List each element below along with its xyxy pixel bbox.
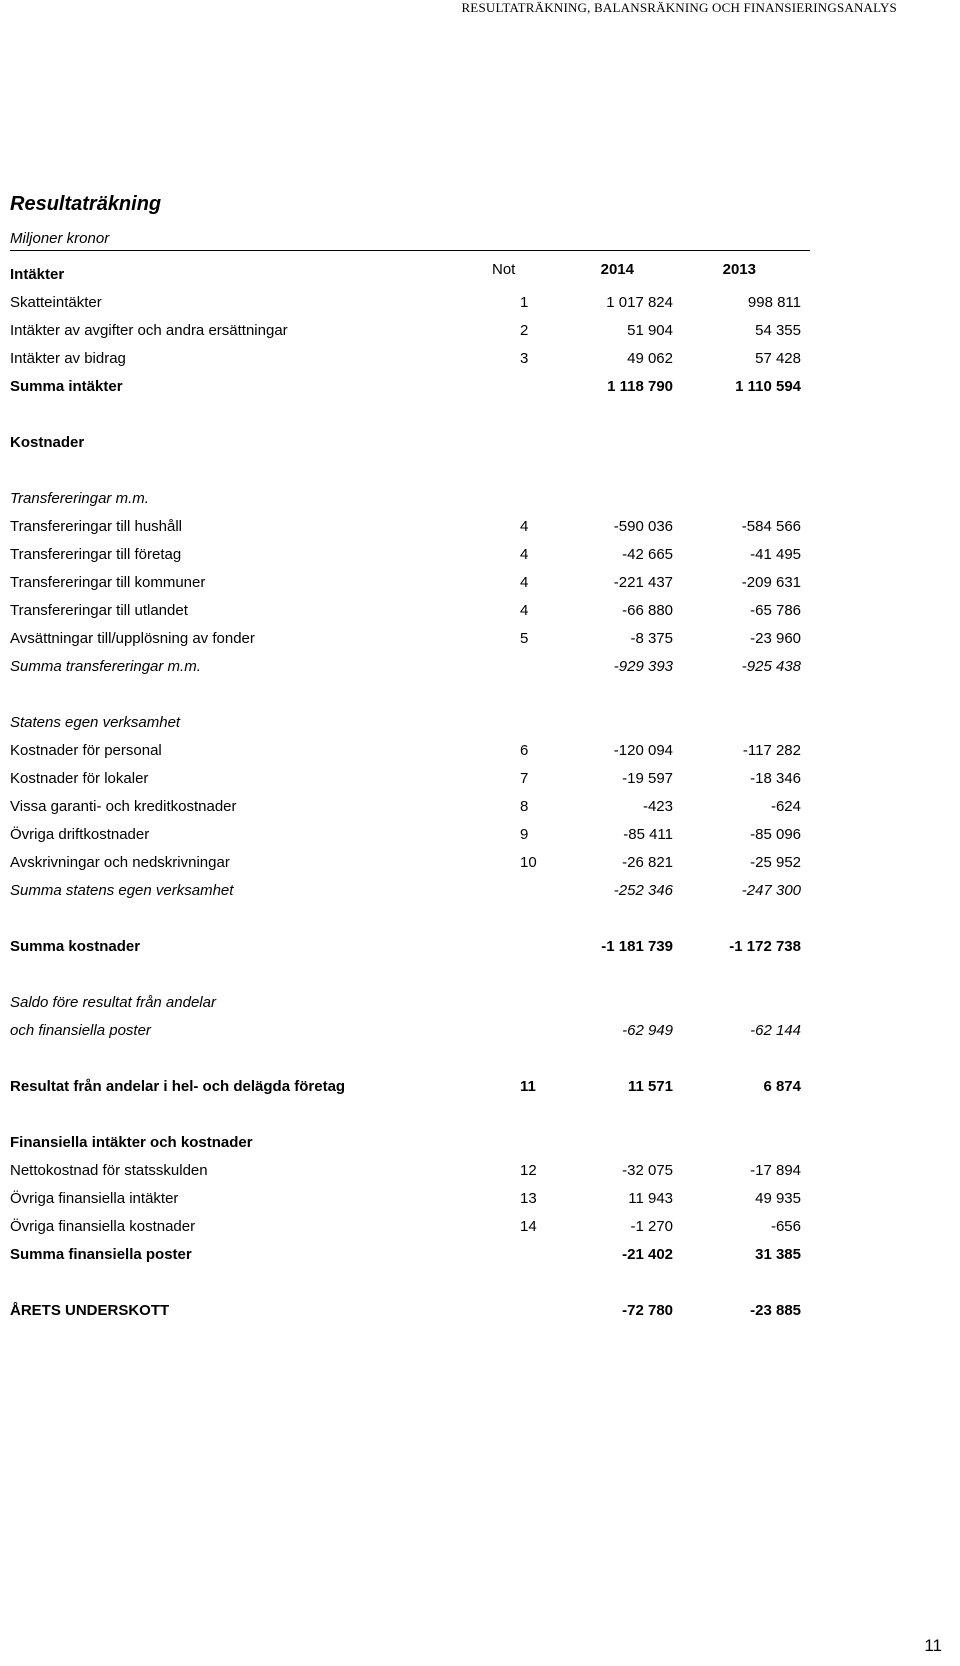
row-note: 7: [520, 770, 529, 787]
table-row: [0, 488, 960, 510]
table-row: [0, 1244, 960, 1266]
row-note: 4: [520, 602, 529, 619]
row-label: Kostnader för personal: [10, 742, 162, 759]
row-label: Övriga finansiella intäkter: [10, 1190, 179, 1207]
table-row: [0, 516, 960, 538]
row-value-2014: -72 780: [622, 1302, 673, 1319]
row-label: ÅRETS UNDERSKOTT: [10, 1302, 170, 1319]
page-title: Resultaträkning: [10, 193, 162, 215]
row-value-2013: -23 960: [750, 630, 801, 647]
table-row: [0, 292, 960, 314]
row-value-2014: -42 665: [622, 546, 673, 563]
row-label: Intäkter av bidrag: [10, 350, 126, 367]
row-label: Övriga driftkostnader: [10, 826, 150, 843]
row-value-2013: -584 566: [741, 518, 801, 535]
table-row: [0, 740, 960, 762]
row-label: Nettokostnad för statsskulden: [10, 1162, 208, 1179]
table-row: [0, 1076, 960, 1098]
row-value-2014: -252 346: [613, 882, 673, 899]
row-value-2014: 49 062: [627, 350, 673, 367]
table-row: [0, 544, 960, 566]
row-note: 2: [520, 322, 529, 339]
row-value-2014: 11 943: [628, 1190, 673, 1207]
row-value-2014: -221 437: [613, 574, 673, 591]
row-note: 9: [520, 826, 529, 843]
row-label: Saldo före resultat från andelar: [10, 994, 216, 1011]
row-value-2014: 11 571: [627, 1078, 673, 1095]
row-value-2014: -19 597: [622, 770, 673, 787]
row-value-2014: -8 375: [630, 630, 673, 647]
row-label: Avsättningar till/upplösning av fonder: [10, 630, 255, 647]
row-label: Summa finansiella poster: [10, 1246, 192, 1263]
row-label: Summa statens egen verksamhet: [10, 882, 234, 899]
row-note: 10: [520, 854, 537, 871]
row-value-2013: 57 428: [755, 350, 801, 367]
row-note: 4: [520, 518, 529, 535]
row-value-2013: 998 811: [747, 294, 801, 311]
row-label: Kostnader för lokaler: [10, 770, 149, 787]
row-note: 4: [520, 574, 529, 591]
row-value-2014: -423: [642, 798, 673, 815]
row-note: 4: [520, 546, 529, 563]
row-note: 1: [520, 294, 529, 311]
running-header: RESULTATRÄKNING, BALANSRÄKNING OCH FINANSIERINGSANALYS: [461, 0, 897, 15]
table-row: [0, 1160, 960, 1182]
row-value-2014: -66 880: [622, 602, 673, 619]
row-note: 12: [520, 1162, 537, 1179]
table-row: [0, 572, 960, 594]
row-label: Avskrivningar och nedskrivningar: [10, 854, 230, 871]
table-row: [0, 880, 960, 902]
row-value-2013: -117 282: [742, 742, 801, 759]
table-row: [0, 852, 960, 874]
table-row: [0, 824, 960, 846]
row-value-2013: -656: [770, 1218, 801, 1235]
row-label: Transfereringar till utlandet: [10, 602, 188, 619]
row-value-2013: -62 144: [750, 1022, 801, 1039]
row-label: Summa kostnader: [10, 938, 141, 955]
header-rule: [10, 250, 810, 251]
row-label: Transfereringar m.m.: [10, 490, 149, 507]
row-value-2014: -62 949: [622, 1022, 673, 1039]
row-value-2013: -41 495: [750, 546, 801, 563]
row-note: 11: [520, 1078, 536, 1095]
table-row: [0, 936, 960, 958]
row-note: 14: [520, 1218, 537, 1235]
row-value-2013: -925 438: [741, 658, 801, 675]
row-label: Intäkter: [10, 266, 65, 283]
row-value-2013: 1 110 594: [735, 378, 801, 395]
row-value-2013: -23 885: [750, 1302, 801, 1319]
row-label: Summa intäkter: [10, 378, 123, 395]
row-value-2013: -1 172 738: [729, 938, 801, 955]
row-label: Resultat från andelar i hel- och delägda företag: [10, 1078, 346, 1095]
row-value-2014: 1 118 790: [607, 378, 673, 395]
row-value-2013: 6 874: [763, 1078, 801, 1095]
table-row: [0, 768, 960, 790]
column-header-note: Not: [492, 261, 516, 278]
row-value-2014: -929 393: [613, 658, 673, 675]
row-value-2014: -21 402: [622, 1246, 673, 1263]
row-note: 5: [520, 630, 529, 647]
row-label: Statens egen verksamhet: [10, 714, 181, 731]
table-row: [0, 432, 960, 454]
row-label: Summa transfereringar m.m.: [10, 658, 201, 675]
row-value-2013: -65 786: [750, 602, 801, 619]
row-label: Transfereringar till kommuner: [10, 574, 206, 591]
row-value-2014: -85 411: [623, 826, 673, 843]
row-value-2013: 49 935: [755, 1190, 801, 1207]
page-subtitle: Miljoner kronor: [10, 230, 110, 247]
table-row: [0, 348, 960, 370]
table-row: [0, 1216, 960, 1238]
row-value-2013: 54 355: [755, 322, 801, 339]
row-value-2013: -209 631: [741, 574, 801, 591]
table-row: [0, 320, 960, 342]
row-value-2013: -85 096: [750, 826, 801, 843]
page-number: 11: [924, 1636, 942, 1655]
row-label: Kostnader: [10, 434, 85, 451]
row-label: Transfereringar till hushåll: [10, 518, 183, 535]
row-note: 13: [520, 1190, 537, 1207]
table-row: [0, 1020, 960, 1042]
table-row: [0, 1132, 960, 1154]
table-row: [0, 1188, 960, 1210]
row-value-2014: -26 821: [622, 854, 673, 871]
row-label: Transfereringar till företag: [10, 546, 182, 563]
row-note: 6: [520, 742, 529, 759]
row-value-2014: -590 036: [613, 518, 673, 535]
row-label: Övriga finansiella kostnader: [10, 1218, 196, 1235]
row-note: 8: [520, 798, 529, 815]
row-value-2014: -1 270: [630, 1218, 673, 1235]
row-value-2014: -32 075: [622, 1162, 673, 1179]
row-value-2013: -17 894: [750, 1162, 801, 1179]
row-label: och finansiella poster: [10, 1022, 151, 1039]
row-note: 3: [520, 350, 529, 367]
row-value-2014: 1 017 824: [606, 294, 673, 311]
row-label: Intäkter av avgifter och andra ersättningar: [10, 322, 288, 339]
table-row: [0, 796, 960, 818]
table-row: [0, 628, 960, 650]
column-header-2013: 2013: [722, 261, 756, 278]
row-value-2014: 51 904: [627, 322, 673, 339]
row-value-2013: -25 952: [750, 854, 801, 871]
row-label: Skatteintäkter: [10, 294, 102, 311]
table-row: [0, 600, 960, 622]
row-label: Vissa garanti- och kreditkostnader: [10, 798, 237, 815]
table-row: [0, 376, 960, 398]
row-value-2013: -247 300: [741, 882, 801, 899]
table-row: [0, 992, 960, 1014]
row-value-2014: -1 181 739: [601, 938, 673, 955]
table-row: [0, 712, 960, 734]
row-value-2014: -120 094: [613, 742, 673, 759]
table-row: [0, 1300, 960, 1322]
table-row: [0, 264, 960, 286]
row-value-2013: 31 385: [755, 1246, 801, 1263]
table-row: [0, 656, 960, 678]
column-header-2014: 2014: [600, 261, 634, 278]
row-value-2013: -624: [770, 798, 801, 815]
row-label: Finansiella intäkter och kostnader: [10, 1134, 253, 1151]
row-value-2013: -18 346: [750, 770, 801, 787]
